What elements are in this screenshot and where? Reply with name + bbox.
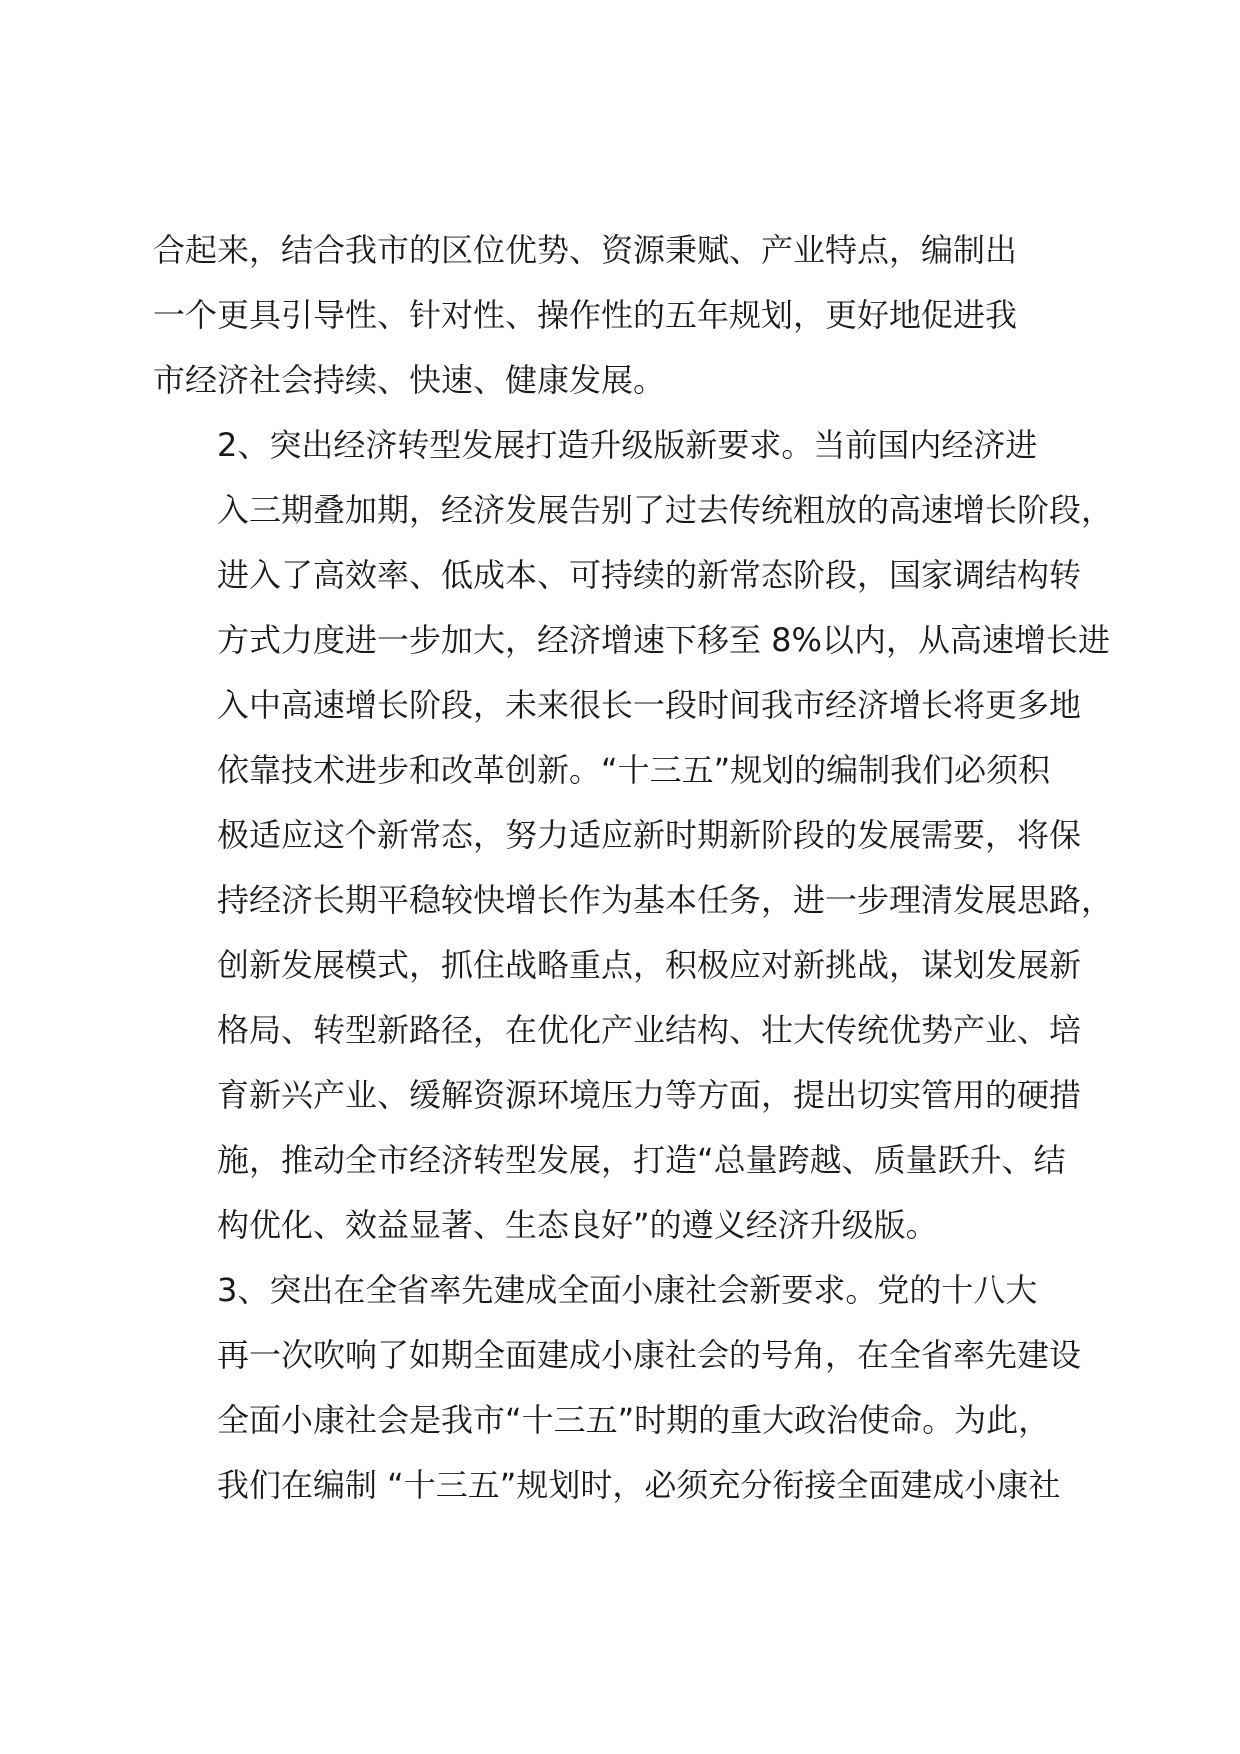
text-line: 市经济社会持续、快速、健康发展。 bbox=[153, 361, 666, 399]
text-line: 全面小康社会是我市“十三五”时期的重大政治使命。为此， bbox=[217, 1401, 1051, 1439]
text-line: 极适应这个新常态，努力适应新时期新阶段的发展需要，将保 bbox=[217, 816, 1082, 854]
text-line: 2、突出经济转型发展打造升级版新要求。当前国内经济进 bbox=[217, 426, 1038, 464]
text-line: 构优化、效益显著、生态良好”的遵义经济升级版。 bbox=[217, 1206, 938, 1244]
text-line: 进入了高效率、低成本、可持续的新常态阶段，国家调结构转 bbox=[217, 556, 1082, 594]
text-line: 格局、转型新路径，在优化产业结构、壮大传统优势产业、培 bbox=[217, 1011, 1082, 1049]
body-text bbox=[153, 218, 1114, 1518]
text-line: 育新兴产业、缓解资源环境压力等方面，提出切实管用的硬措 bbox=[217, 1076, 1082, 1114]
text-line: 再一次吹响了如期全面建成小康社会的号角，在全省率先建设 bbox=[217, 1336, 1082, 1374]
text-line: 依靠技术进步和改革创新。“十三五”规划的编制我们必须积 bbox=[217, 751, 1051, 789]
text-line: 创新发展模式，抓住战略重点，积极应对新挑战，谋划发展新 bbox=[217, 946, 1082, 984]
paragraph-continuation bbox=[153, 218, 1093, 413]
text-line: 入中高速增长阶段，未来很长一段时间我市经济增长将更多地 bbox=[217, 686, 1082, 724]
text-line: 持经济长期平稳较快增长作为基本任务，进一步理清发展思路， bbox=[217, 881, 1114, 919]
text-line: 入三期叠加期，经济发展告别了过去传统粗放的高速增长阶段， bbox=[217, 491, 1114, 529]
paragraph-moderately-prosperous-society bbox=[153, 1258, 1093, 1518]
text-line: 合起来，结合我市的区位优势、资源秉赋、产业特点，编制出 bbox=[153, 231, 1018, 269]
text-line: 我们在编制 “十三五”规划时，必须充分衔接全面建成小康社 bbox=[217, 1466, 1061, 1504]
paragraph-economic-transformation bbox=[153, 413, 1114, 1258]
text-line: 方式力度进一步加大，经济增速下移至 8%以内，从高速增长进 bbox=[217, 621, 1110, 659]
text-line: 一个更具引导性、针对性、操作性的五年规划，更好地促进我 bbox=[153, 296, 1018, 334]
text-line: 施，推动全市经济转型发展，打造“总量跨越、质量跃升、结 bbox=[217, 1141, 1066, 1179]
text-line: 3、突出在全省率先建成全面小康社会新要求。党的十八大 bbox=[217, 1271, 1038, 1309]
